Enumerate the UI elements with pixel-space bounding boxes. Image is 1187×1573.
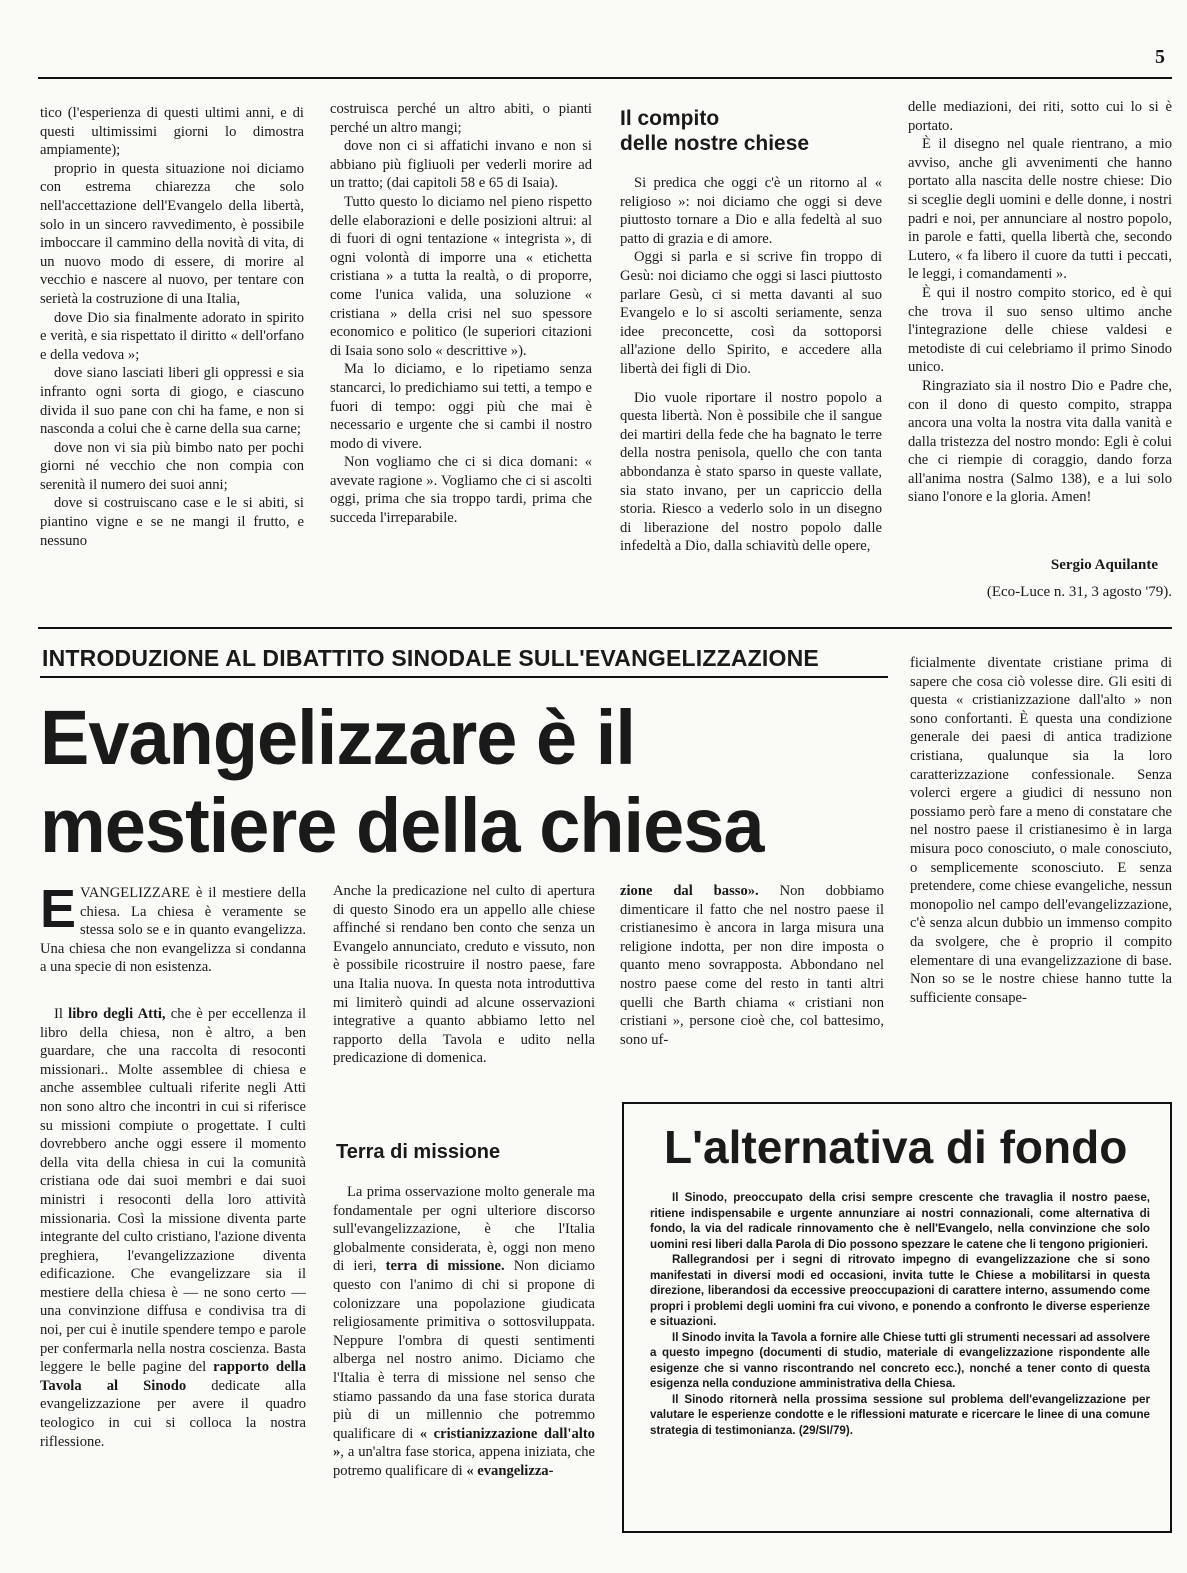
paragraph: delle mediazioni, dei riti, sotto cui lo si è portato. — [908, 99, 1172, 134]
paragraph: dove non vi sia più bimbo nato per pochi giorni né vecchio che non compia con serenità il numero dei suoi anni; — [40, 439, 304, 493]
page-number: 5 — [1155, 46, 1165, 68]
paragraph: Tutto questo lo diciamo nel pieno rispetto delle elaborazioni e delle posizioni altrui: al di fuori di ogni tentazione « integrista », di ogni volontà di imporre una « etichetta cristiana » a tutta la realtà, o di proporre, come l'unica valida, una soluzione « cristiana » della crisi nel suo spessore economico e politico (le superiori citazioni di Isaia sono solo « descrittive »). — [330, 193, 592, 359]
lead-text: VANGELIZZARE è il mestiere della chiesa. La chiesa è veramente se stessa solo se e in quanto evangelizza. Una chiesa che non evangelizza si condanna a una specie di non esistenza. — [40, 885, 306, 976]
box-paragraph: Il Sinodo, preoccupato della crisi sempre crescente che travaglia il nostro paese, ritiene indispensabile e urgente annunziare ai nostri connazionali, come alternativa di fondo, la via del radicale rinnovamento che è nell'Evangelo, nella convinzione che solo uomini resi liberi dalla Parola di Dio possono spezzare le catene che li tengono prigionieri. — [650, 1191, 1150, 1251]
source-citation: (Eco-Luce n. 31, 3 agosto '79). — [986, 584, 1172, 600]
article-headline — [40, 694, 866, 870]
section-heading-il-compito — [620, 106, 882, 156]
article-column-3 — [620, 882, 884, 1092]
section-divider — [38, 627, 1172, 629]
box-title: L'alternativa di fondo — [664, 1121, 1128, 1173]
paragraph: È qui il nostro compito storico, ed è qui che trova il suo senso ultimo anche l'integrazione delle chiese valdesi e metodiste di cui celebriamo il primo Sinodo unico. — [908, 284, 1172, 376]
section-heading-terra-di-missione: Terra di missione — [336, 1141, 501, 1163]
bold-run: zione dal basso». — [620, 883, 759, 899]
article-column-2 — [333, 882, 595, 1108]
paragraph: dove si costruiscano case e le si abiti, si piantino vigne e se ne mangi il frutto, e nessuno — [40, 495, 304, 549]
paragraph — [333, 1183, 595, 1481]
text-run: Non dobbiamo dimenticare il fatto che nel nostro paese il cristianesimo è ancora in larga misura una religione indotta, per non dire imposta o quanto meno sovrapposta. Abbondano nel nostro paese come del resto in tanti altri quelli che Barth chiama « cristiani non cristiani », persone cioè che, col battesimo, sono uf- — [620, 883, 884, 1048]
box-paragraph: Il Sinodo invita la Tavola a fornire alle Chiese tutti gli strumenti necessari ad assolvere a questo impegno (documenti di studio, materiale di evangelizzazione rispondente alle esigenze che si vanno riscontrando nel concreto ecc.), nonché a tener conto di questa esigenza nella conduzione amministrativa della Chiesa. — [650, 1330, 1150, 1390]
paragraph: proprio in questa situazione noi diciamo con estrema chiarezza che solo nell'accettazione dell'Evangelo della libertà, solo in un sincero ravvedimento, è possibile imboccare il cammino della novità di vita, di un nuovo modo di essere, di morire al vecchio e nascere al nuovo, per tentare con serietà la costruzione di una Italia, — [40, 160, 304, 307]
paragraph: Anche la predicazione nel culto di apertura di questo Sinodo era un appello alle chiese affinché si rendano ben conto che senza un Evangelo annunciato, creduto e vissuto, non è possibile ricostruire il nostro paese, fare una Italia nuova. In questa nota introduttiva mi limiterò quindi ad alcune osservazioni integrative a quanto abbiamo letto nel rapporto della Tavola e udito nella predicazione di domenica. — [333, 883, 595, 1067]
paragraph: dove Dio sia finalmente adorato in spirito e verità, e sia rispettato il diritto « dell'orfano e della vedova »; — [40, 309, 304, 363]
lead-paragraph — [40, 884, 306, 977]
section-heading-line-2: delle nostre chiese — [620, 132, 810, 155]
paragraph: dove non ci si affatichi invano e non si abbiano più figliuoli per vederli morire ad un tratto; (dai capitoli 58 e 65 di Isaia). — [330, 138, 592, 192]
paragraph: Non vogliamo che ci si dica domani: « avevate ragione ». Vogliamo che ci si ascolti oggi, prima che sia troppo tardi, prima che succeda l'irreparabile. — [330, 454, 592, 527]
paragraph: È il disegno nel quale rientrano, a mio avviso, anche gli avvenimenti che hanno portato alla nascita delle nostre chiese: Dio si sceglie degli uomini e delle donne, i nostri padri e noi, per annunciare al nostro popolo, in parole e fatti, quella libertà che, secondo Lutero, « fa libero il cuore da tutti i peccati, le leggi, i comandamenti ». — [908, 136, 1172, 283]
box-body — [650, 1190, 1150, 1438]
article-column-4 — [910, 654, 1172, 1074]
paragraph — [40, 1005, 306, 1451]
bold-run: terra di missione. — [385, 1258, 505, 1275]
kicker-underline — [40, 676, 888, 678]
paragraph — [620, 882, 884, 1049]
top-column-2 — [330, 100, 592, 602]
paragraph: ficialmente diventate cristiane prima di sapere che cosa ciò volesse dire. Gli esiti di questa « cristianizzazione dall'alto » non sono confortanti. È questa una condizione generale dei paesi di antica tradizione cristiana, qualunque sia la loro caratterizzazione confessionale. Senza volerci ergere a giudici di nessuno non possiamo però fare a meno di constatare che nel nostro paese il cristianesimo è in larga misura poco conosciuto, o male conosciuto, o semplicemente sconosciuto. E senza pretendere, come chiese evangeliche, nessun monopolio nel campo dell'evangelizzazione, c'è senza alcun dubbio un immenso compito da svolgere, che è proprio il compito elementare di una evangelizzazione di base. Non so se le nostre chiese hanno tutte la sufficiente consape- — [910, 655, 1172, 1006]
bold-run: libro degli Atti, — [68, 1005, 166, 1022]
top-column-1 — [40, 104, 304, 604]
box-paragraph: Rallegrandosi per i segni di ritrovato impegno di evangelizzazione che si sono manifestati in diversi modi ed occasioni, invita tutte le Chiese a mobilitarsi in questa direzione, liberandosi da eccessive preoccupazioni di carattere interno, assumendo come propri i problemi degli uomini fra cui vivono, e ponendo a confronto le diverse esperienze e situazioni. — [650, 1253, 1150, 1328]
text-run: La prima osservazione molto generale ma fondamentale per ogni ulteriore discorso sull'evangelizzazione, è che l'Italia globalmente considerata, è, oggi non meno di ieri, — [333, 1184, 595, 1275]
text-run: Non diciamo questo con l'animo di chi si propone di colonizzare una popolazione giudicata religiosamente primitiva o sottosviluppata. Neppure l'ombra di questi sentimenti alberga nel nostro animo. Diciamo che l'Italia è terra di missione nel senso che stiamo passando da una fase storica durata più di un millennio che potremmo qualificare di — [333, 1258, 595, 1442]
top-column-3 — [620, 174, 882, 604]
top-rule — [38, 77, 1172, 79]
text-run: dedicate alla evangelizzazione per avere il quadro teologico in cui si colloca la nostra riflessione. — [40, 1377, 306, 1450]
drop-cap: E — [40, 884, 77, 939]
text-run: che è per eccellenza il libro della chiesa, non è altro, a ben guardare, che una raccolta di resoconti missionari.. Molte assemblee di chiesa e anche assemblee cultuali riferite negli Atti non sono altro che incontri in cui si riferisce su missioni compiute o progettate. I culti dovrebbero anche oggi essere il momento della vita della chiesa in cui la comunità cristiana ode dai suoi membri e dai suoi ministri i resoconti della loro attività missionaria. Così la missione diventa parte integrante del culto cristiano, l'azione diventa preghiera, l'evangelizzazione diventa edificazione. Che evangelizzare sia il mestiere della chiesa è — ne sono certo — una convinzione diffusa e condivisa tra di noi, per cui è inutile spendere tempo e parole per confermarla nella nostra coscienza. Basta leggere le belle pagine del — [40, 1005, 306, 1376]
article-column-1 — [40, 884, 306, 1544]
resolution-box — [622, 1102, 1172, 1533]
paragraph: Ringraziato sia il nostro Dio e Padre che, con il dono di questo compito, strappa ancora una volta la nostra vita dalla vanità e dalla tristezza del nostro mondo: Egli è colui che ci riempie di coraggio, dando forza all'anima nostra (Salmo 138), e a lui solo siano l'onore e la gloria. Amen! — [908, 377, 1172, 506]
paragraph: costruisca perché un altro abiti, o pianti perché un altro mangi; — [330, 101, 592, 136]
paragraph: Ma lo diciamo, e lo ripetiamo senza stancarci, lo predichiamo sui tetti, a tempo e fuori di tempo: oggi più che mai è necessario e urgente che si cambi il nostro modo di vivere. — [330, 361, 592, 452]
text-run: Il — [54, 1005, 69, 1022]
bold-run: « evangelizza- — [466, 1462, 554, 1479]
paragraph: Si predica che oggi c'è un ritorno al « religioso »: noi diciamo che oggi si deve piuttosto tornare a Dio e alla fedeltà al suo patto di grazia e di amore. — [620, 175, 882, 247]
box-paragraph: Il Sinodo ritornerà nella prossima sessione sul problema dell'evangelizzazione per valutare le esperienze condotte e le riflessioni maturate e ricercare le linee di una comune strategia di testimonianza. (29/SI/79). — [650, 1392, 1150, 1437]
headline-line-1: Evangelizzare è il — [40, 695, 635, 781]
bold-run: « cristianizzazione dall'alto » — [333, 1425, 595, 1461]
author-signature: Sergio Aquilante — [1050, 557, 1158, 573]
paragraph: tico (l'esperienza di questi ultimi anni, e di questi ultimissimi giorni lo dimostra ampiamente); — [40, 105, 304, 159]
section-heading-line-1: Il compito — [620, 107, 720, 130]
headline-line-2: mestiere della chiesa — [40, 783, 764, 869]
paragraph: Dio vuole riportare il nostro popolo a questa libertà. Non è possibile che il sangue dei martiri della fede che ha bagnato le terre della nostra penisola, quello che con tanta abbondanza è stato sparso in queste vallate, sia stato invano, per un capriccio della storia. Riesco a vederlo solo in un disegno di liberazione del nostro popolo dalle infedeltà a Dio, dalla schiavitù delle opere, — [620, 389, 882, 555]
top-column-4 — [908, 98, 1172, 568]
text-run: , a un'altra fase storica, appena iniziata, che potremo qualificare di — [333, 1444, 595, 1479]
bold-run: rapporto della Tavola al Sinodo — [40, 1359, 306, 1394]
paragraph: dove siano lasciati liberi gli oppressi e sia infranto ogni sorta di giogo, e ciascuno divida il suo pane con chi ha fame, e non si nasconda a colui che è carne della sua carne; — [40, 365, 304, 438]
paragraph: Oggi si parla e si scrive fin troppo di Gesù: noi diciamo che oggi si lasci piuttosto parlare Gesù, ci si metta davanti al suo Evangelo e lo si ascolti seriamente, senza idee preconcette, così da sottoporsi all'azione dello Spirito, e accedere alla libertà dei figli di Dio. — [620, 249, 882, 377]
article-column-2-continued — [333, 1183, 595, 1545]
article-kicker: INTRODUZIONE AL DIBATTITO SINODALE SULL'EVANGELIZZAZIONE — [42, 645, 819, 671]
